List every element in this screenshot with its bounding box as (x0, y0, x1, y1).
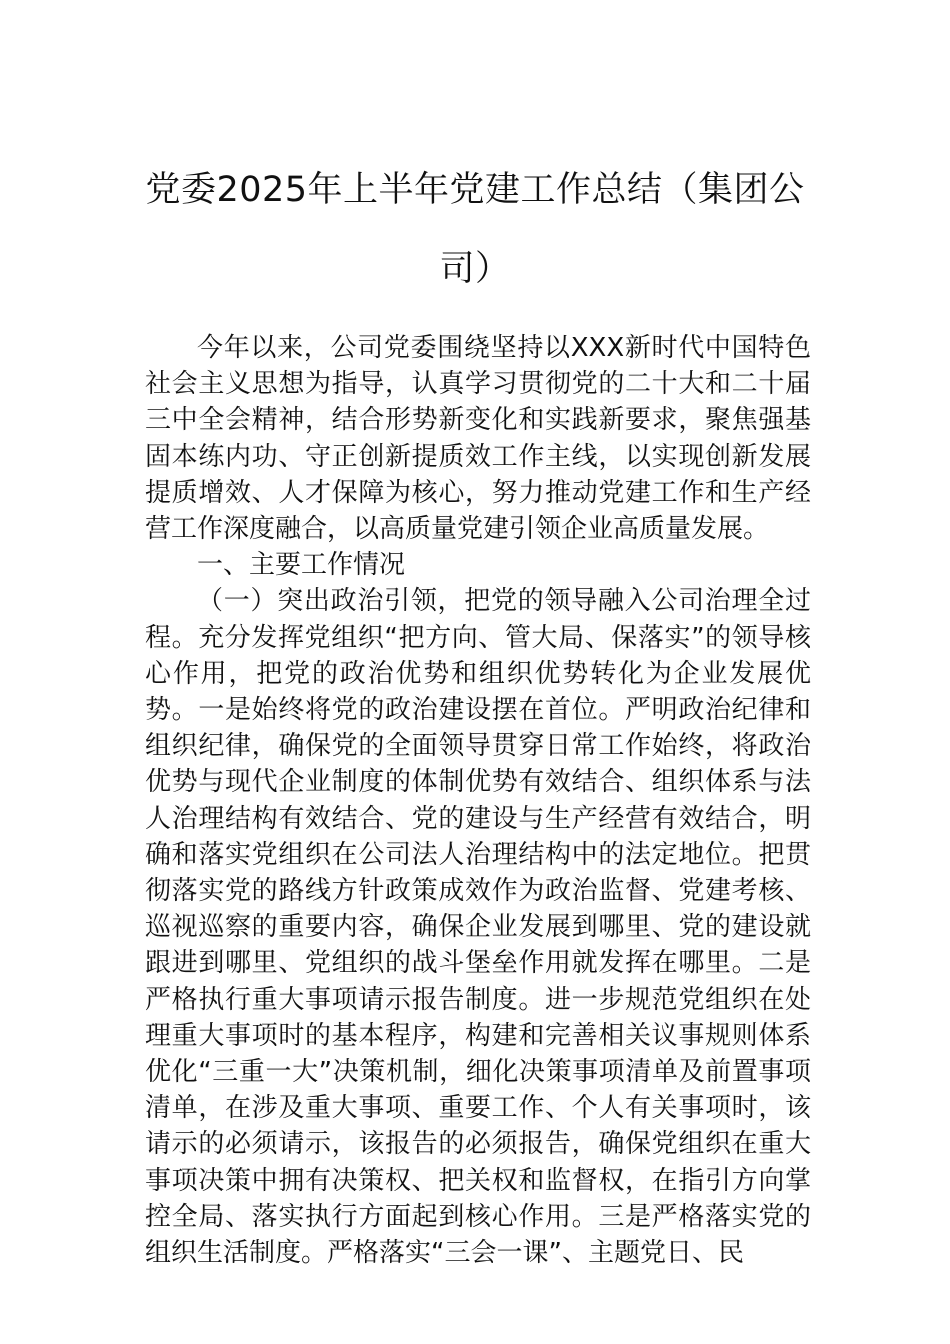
document-title-line-1: 党委2025年上半年党建工作总结（集团公 (145, 170, 805, 210)
document-body (145, 330, 811, 1271)
document-title (140, 162, 810, 297)
subsection-paragraph: （一）突出政治引领，把党的领导融入公司治理全过程。充分发挥党组织“把方向、管大局、保落实”的领导核心作用，把党的政治优势和组织优势转化为企业发展优势。一是始终将党的政治建设摆在首位。严明政治纪律和组织纪律，确保党的全面领导贯穿日常工作始终，将政治优势与现代企业制度的体制优势有效结合、组织体系与法人治理结构有效结合、党的建设与生产经营有效结合，明确和落实党组织在公司法人治理结构中的法定地位。把贯彻落实党的路线方针政策成效作为政治监督、党建考核、巡视巡察的重要内容，确保企业发展到哪里、党的建设就跟进到哪里、党组织的战斗堡垒作用就发挥在哪里。二是严格执行重大事项请示报告制度。进一步规范党组织在处理重大事项时的基本程序，构建和完善相关议事规则体系优化“三重一大”决策机制，细化决策事项清单及前置事项清单，在涉及重大事项、重要工作、个人有关事项时，该请示的必须请示，该报告的必须报告，确保党组织在重大事项决策中拥有决策权、把关权和监督权，在指引方向掌控全局、落实执行方面起到核心作用。三是严格落实党的组织生活制度。严格落实“三会一课”、主题党日、民 (145, 586, 811, 1269)
intro-paragraph: 今年以来，公司党委围绕坚持以XXX新时代中国特色社会主义思想为指导，认真学习贯彻党的二十大和二十届三中全会精神，结合形势新变化和实践新要求，聚焦强基固本练内功、守正创新提质效工作主线，以实现创新发展提质增效、人才保障为核心，努力推动党建工作和生产经营工作深度融合，以高质量党建引领企业高质量发展。 (145, 333, 811, 545)
section-heading: 一、主要工作情况 (197, 550, 406, 581)
document-title-line-2: 司） (439, 249, 511, 289)
